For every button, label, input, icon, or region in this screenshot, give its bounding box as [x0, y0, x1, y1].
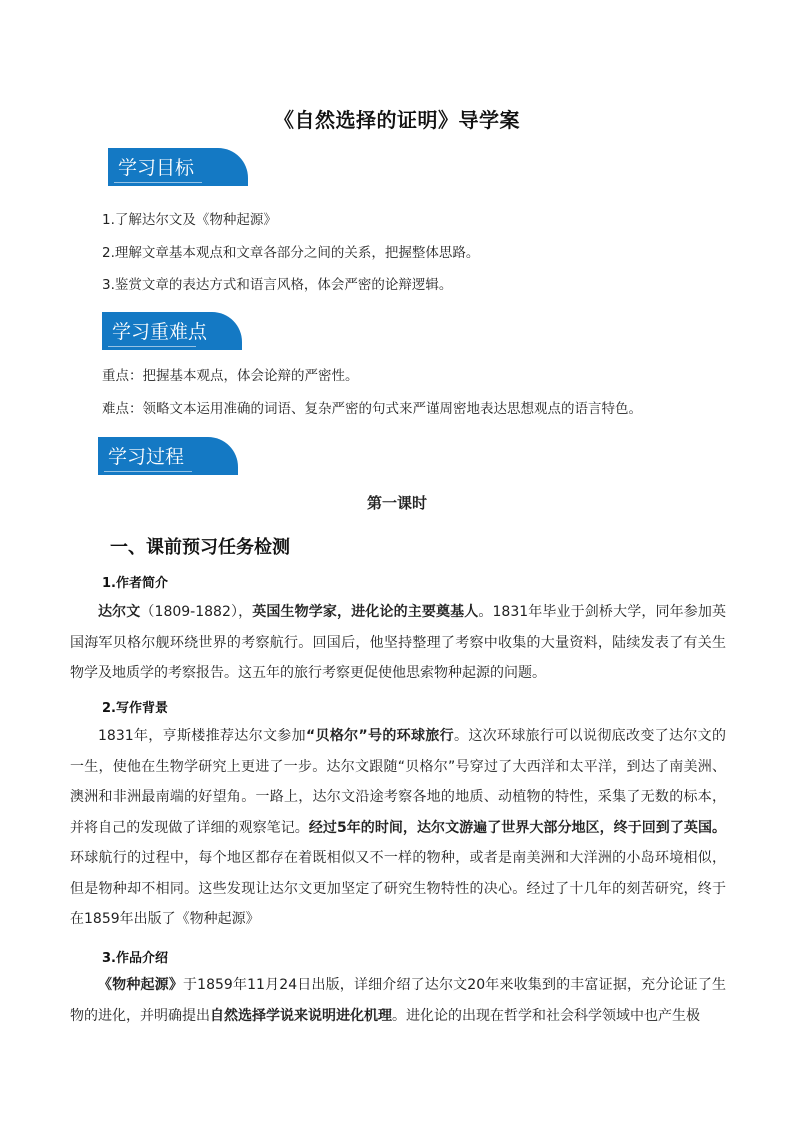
goal-item-2: 2.理解文章基本观点和文章各部分之间的关系，把握整体思路。	[102, 245, 480, 261]
work-text-1: 于1859年11月24日出版，详细介绍了达尔文20年来收集到的丰富证据，充分论证了生物的进化，并明确提出	[70, 977, 726, 1024]
author-rest: 。1831年毕业于剑桥大学，同年参加英国海军贝格尔舰环绕世界的考察航行。回国后，他坚持整理了考察中收集的大量资料，陆续发表了有关生物学及地质学的考察报告。这五年的旅行考察更促使他思索物种起源的问题。	[70, 604, 726, 681]
author-name: 达尔文	[98, 604, 141, 620]
banner-underline	[114, 182, 202, 183]
key-point-difficulty: 难点：领略文本运用准确的词语、复杂严密的句式来严谨周密地表达思想观点的语言特色。	[102, 401, 642, 417]
background-text-2: 。这次环球旅行可以说彻底改变了达尔文的一生，使他在生物学研究上更进了一步。达尔文跟随“贝格尔”号穿过了大西洋和太平洋，到达了南美洲、澳洲和非洲最南端的好望角。一路上，达尔文沿途考察各地的地质、动植物的特性，采集了无数的标本，并将自己的发现做了详细的观察笔记。	[70, 728, 726, 836]
banner-label: 学习目标	[118, 157, 195, 179]
section-title: 一、课前预习任务检测	[110, 537, 290, 558]
banner-key-points	[102, 312, 242, 350]
background-text-3: 环球航行的过程中，每个地区都存在着既相似又不一样的物种，或者是南美洲和大洋洲的小岛环境相似，但是物种却不相同。这些发现让达尔文更加坚定了研究生物特性的决心。经过了十几年的刻苦研究，终于在1859年出版了《物种起源》	[70, 850, 726, 927]
background-bold-2: 经过5年的时间，达尔文游遍了世界大部分地区，终于回到了英国。	[308, 819, 727, 836]
author-paragraph	[70, 597, 726, 689]
goal-item-3: 3.鉴赏文章的表达方式和语言风格，体会严密的论辩逻辑。	[102, 277, 453, 293]
background-paragraph	[70, 721, 726, 935]
work-paragraph	[70, 970, 726, 1031]
work-bold-1: 《物种起源》	[98, 977, 184, 993]
background-heading: 2.写作背景	[102, 701, 168, 716]
background-text-1: 1831年，亨斯楼推荐达尔文参加	[98, 728, 306, 744]
work-text-2: 。进化论的出现在哲学和社会科学领域中也产生极	[392, 1007, 700, 1024]
banner-learning-process	[98, 437, 238, 475]
banner-label: 学习重难点	[112, 321, 208, 343]
author-heading: 1.作者简介	[102, 576, 168, 591]
work-bold-2: 自然选择学说来说明进化机理	[210, 1007, 392, 1024]
banner-underline	[108, 346, 196, 347]
author-desc: 英国生物学家，进化论的主要奠基人	[252, 604, 479, 620]
key-point-focus: 重点：把握基本观点，体会论辩的严密性。	[102, 368, 359, 384]
background-bold-1: “贝格尔”号的环球旅行	[305, 728, 455, 744]
page-title: 《自然选择的证明》导学案	[274, 108, 520, 132]
banner-underline	[104, 471, 192, 472]
lesson-title: 第一课时	[366, 494, 427, 512]
work-heading: 3.作品介绍	[102, 951, 168, 966]
author-years: （1809-1882），	[140, 604, 253, 620]
banner-learning-goals	[108, 148, 248, 186]
goal-item-1: 1.了解达尔文及《物种起源》	[102, 212, 277, 228]
banner-label: 学习过程	[108, 446, 185, 468]
